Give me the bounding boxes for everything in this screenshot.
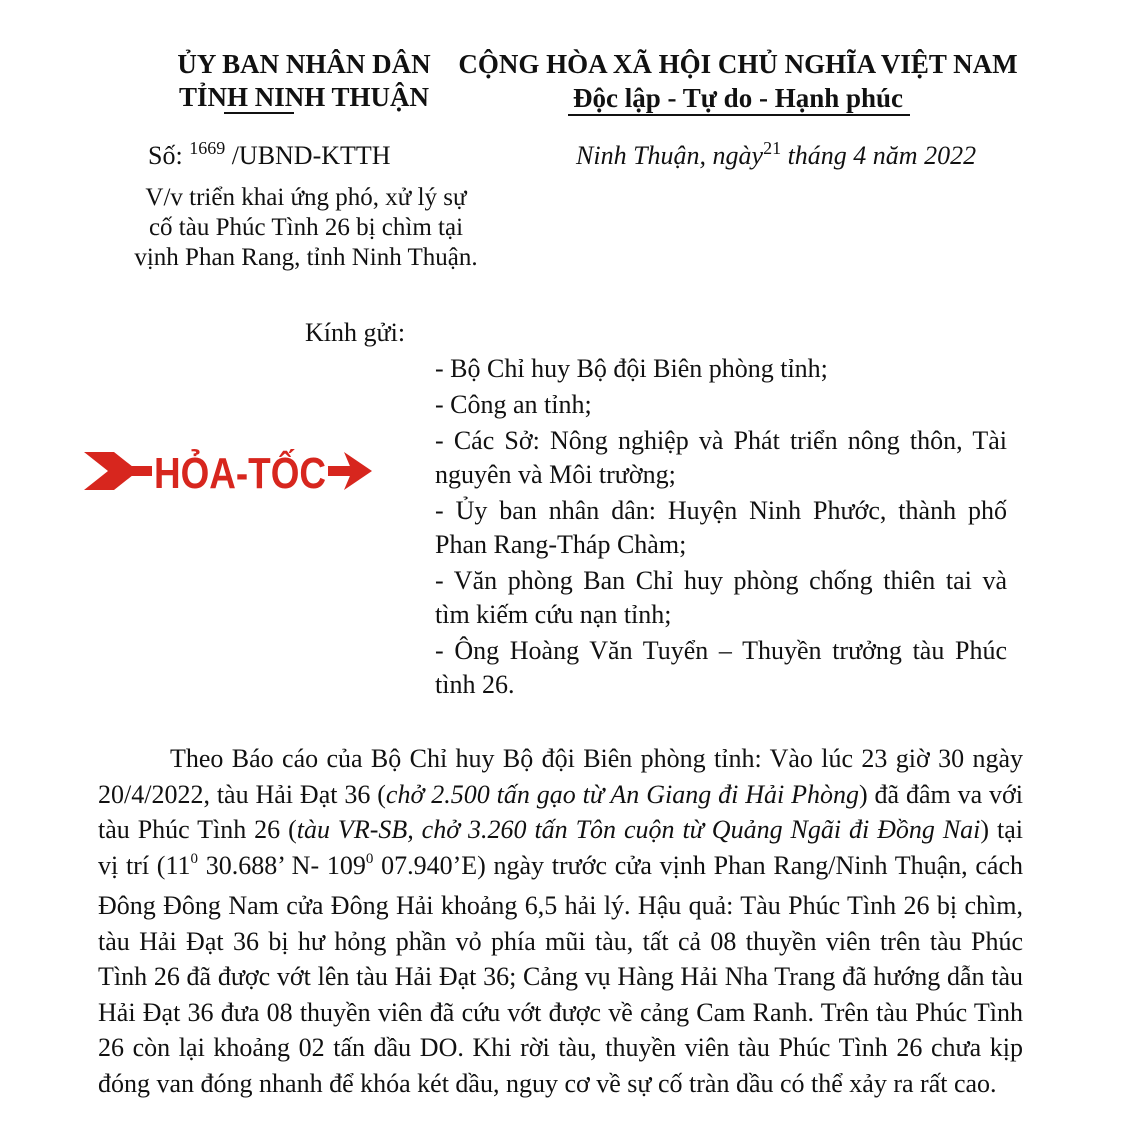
urgent-stamp bbox=[82, 436, 374, 506]
document-number-value: 1669 bbox=[189, 138, 226, 158]
recipients-label: Kính gửi: bbox=[305, 318, 406, 347]
subject-line: cố tàu Phúc Tình 26 bị chìm tại bbox=[148, 214, 464, 241]
body-text-run: 07.940’E) ngày trước cửa vịnh Phan Rang/Ninh Thuận, cách Đông Đông Nam cửa Đông Hải khoảng 6,5 hải lý. Hậu quả: Tàu Phúc Tình 26 bị chìm, tàu Hải Đạt 36 bị hư hỏng phần vỏ phía mũi tàu, tất cả 08 thuyền viên trên tàu Phúc Tình 26 đã được vớt lên tàu Hải Đạt 36; Cảng vụ Hàng Hải Nha Trang đã hướng dẫn tàu Hải Đạt 36 đưa 08 thuyền viên đã cứu vớt được về cảng Cam Ranh. Trên tàu Phúc Tình 26 còn lại khoảng 02 tấn dầu DO. Khi rời tàu, thuyền viên tàu Phúc Tình 26 chưa kịp đóng van đóng nhanh để khóa két dầu, nguy cơ về sự cố tràn dầu có thể xảy ra rất cao. bbox=[98, 850, 1023, 1098]
issuer-underline bbox=[224, 112, 294, 114]
subject-line: vịnh Phan Rang, tỉnh Ninh Thuận. bbox=[134, 244, 478, 271]
stamp-arrow-left-icon bbox=[84, 452, 152, 490]
degree-mark: 0 bbox=[190, 850, 198, 867]
document-number-suffix: /UBND-KTTH bbox=[231, 141, 391, 170]
recipients-list bbox=[435, 352, 1007, 702]
recipient-item: - Công an tỉnh; bbox=[435, 390, 592, 419]
stamp-text: HỎA-TỐC bbox=[154, 449, 360, 498]
body-text-run: Theo Báo cáo của Bộ Chỉ huy Bộ đội Biên phòng tỉnh: Vào lúc 23 giờ 30 ngày 20/4/2022, tàu Hải Đạt 36 ( bbox=[98, 744, 1023, 809]
subject-line: V/v triển khai ứng phó, xử lý sự bbox=[145, 184, 467, 211]
document-number-prefix: Số: bbox=[148, 141, 183, 170]
issuer-name-line1: ỦY BAN NHÂN DÂN bbox=[177, 49, 431, 79]
document-date bbox=[576, 139, 976, 175]
recipient-item: - Các Sở: Nông nghiệp và Phát triển nông thôn, Tài nguyên và Môi trường; bbox=[435, 426, 1007, 489]
body-italic-run: tàu VR-SB, chở 3.260 tấn Tôn cuộn từ Quảng Ngãi đi Đồng Nai bbox=[296, 815, 981, 844]
date-day: 21 bbox=[763, 138, 782, 158]
body-text-run: 30.688’ N- 109 bbox=[197, 850, 366, 880]
degree-mark: 0 bbox=[365, 850, 374, 867]
document-number bbox=[148, 139, 391, 175]
body-paragraph bbox=[98, 741, 1023, 1101]
recipient-item: - Bộ Chỉ huy Bộ đội Biên phòng tỉnh; bbox=[435, 354, 828, 383]
national-motto: Độc lập - Tự do - Hạnh phúc bbox=[572, 83, 904, 113]
recipient-item: - Văn phòng Ban Chỉ huy phòng chống thiên tai và tìm kiếm cứu nạn tỉnh; bbox=[435, 566, 1007, 629]
motto-underline bbox=[568, 114, 910, 116]
body-text bbox=[98, 741, 1023, 1101]
document-subject bbox=[70, 183, 542, 273]
date-suffix: tháng 4 năm 2022 bbox=[781, 141, 977, 170]
body-text-run: ) đã đâm va với tàu Phúc Tình 26 ( bbox=[98, 779, 1023, 844]
issuer-name-line2: TỈNH NINH THUẬN bbox=[178, 82, 430, 112]
recipient-item: - Ông Hoàng Văn Tuyển – Thuyền trưởng tàu Phúc tình 26. bbox=[435, 636, 1007, 699]
recipient-item: - Ủy ban nhân dân: Huyện Ninh Phước, thành phố Phan Rang-Tháp Chàm; bbox=[435, 496, 1007, 559]
date-prefix: Ninh Thuận, ngày bbox=[576, 141, 764, 170]
national-title: CỘNG HÒA XÃ HỘI CHỦ NGHĨA VIỆT NAM bbox=[458, 49, 1018, 79]
body-text-run: ) tại vị trí (11 bbox=[98, 815, 1023, 880]
body-italic-run: chở 2.500 tấn gạo từ An Giang đi Hải Phòng bbox=[385, 779, 859, 809]
stamp-arrow-right-icon bbox=[328, 452, 372, 490]
